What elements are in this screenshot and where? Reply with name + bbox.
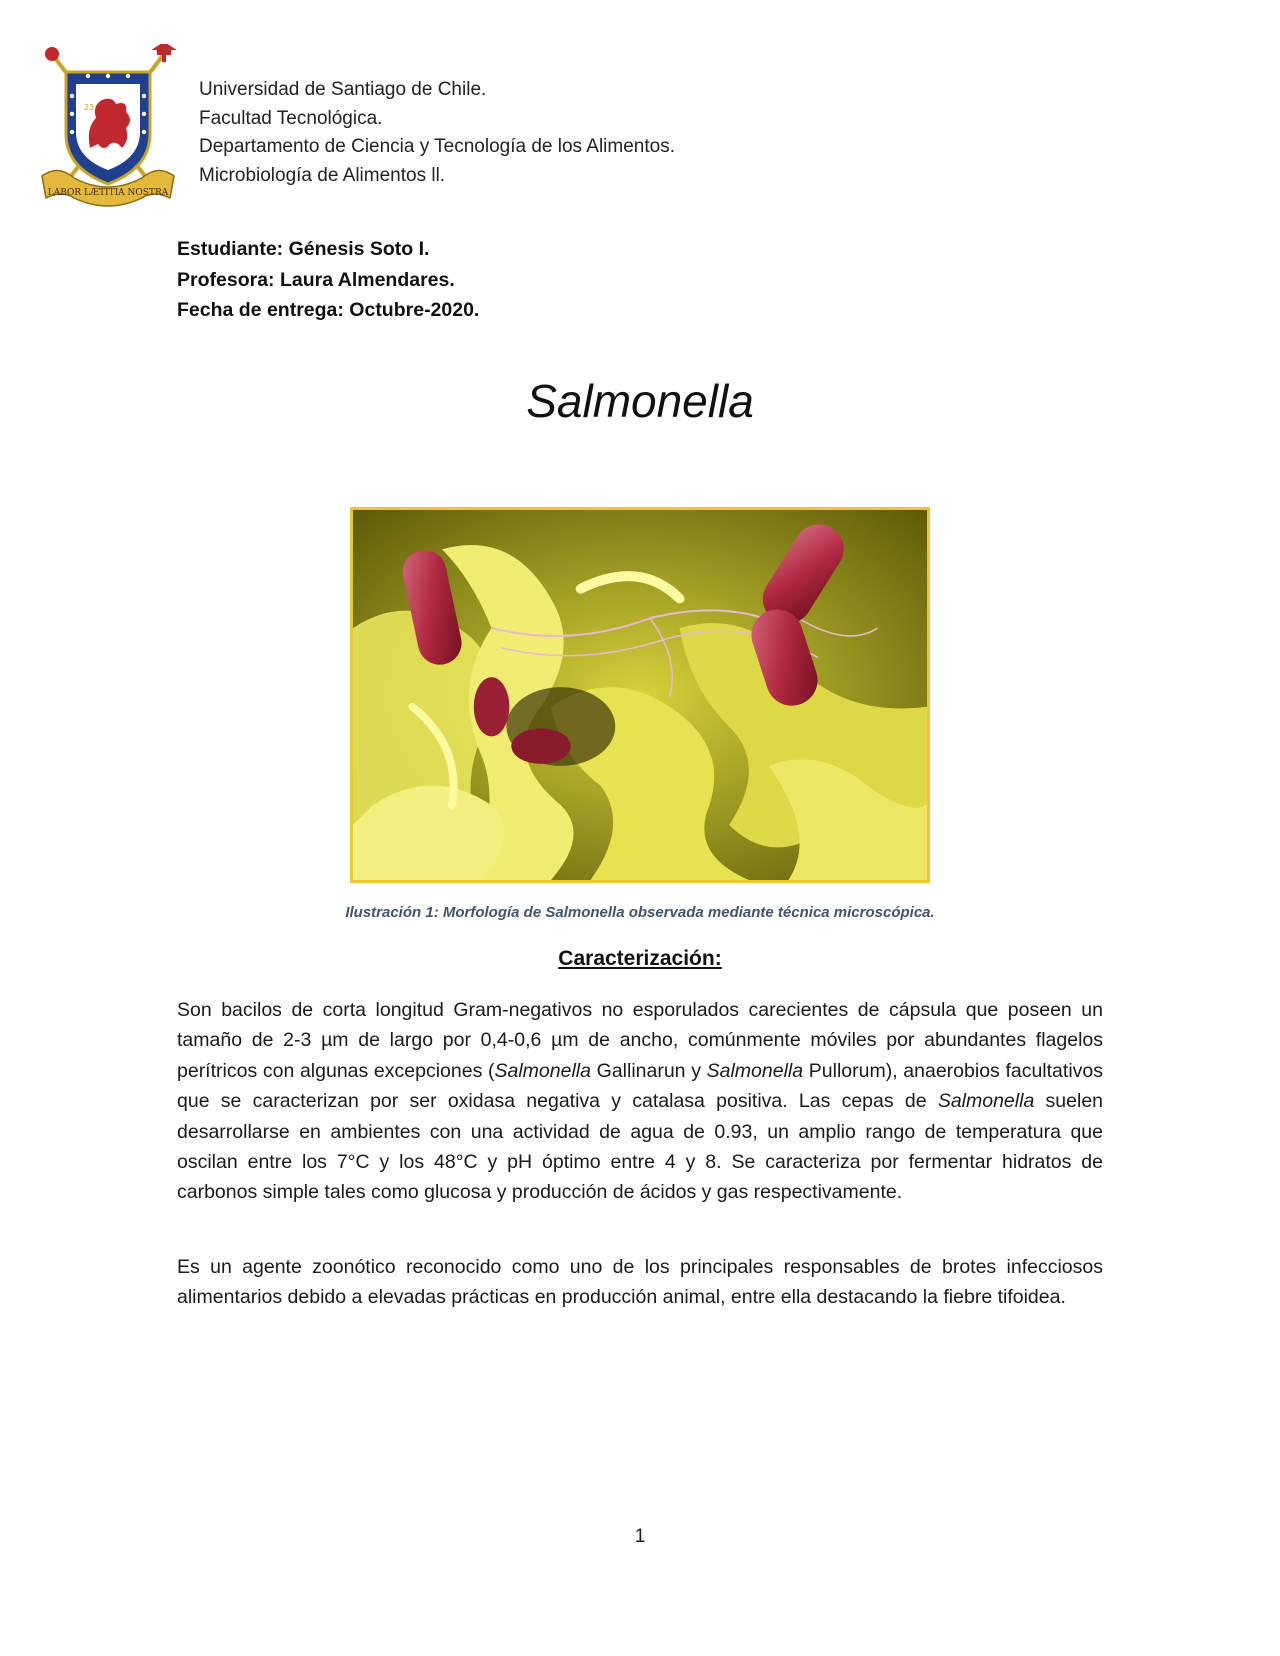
section-title: Caracterización:	[558, 947, 722, 970]
figure-caption: Ilustración 1: Morfología de Salmonella observada mediante técnica microscópica.	[345, 904, 935, 921]
institution-header	[199, 76, 675, 190]
microscopy-figure	[350, 507, 930, 883]
species-name: Salmonella	[706, 1059, 804, 1082]
text-run: suelen desarrollarse en ambientes con una actividad de agua de 0.93, un amplio rango de temperatura que oscilan entre los 7°C y los 48°C y pH óptimo entre 4 y 8. Se caracteriza por fermentar hidratos de carbonos simple tales como glucosa y producción de ácidos y gas respectivamente.	[177, 1090, 1104, 1204]
institution-line: Facultad Tecnológica.	[199, 107, 383, 129]
salmonella-micrograph-image	[353, 510, 927, 880]
page-number: 1	[634, 1526, 646, 1547]
paragraph-zoonotic: Es un agente zoonótico reconocido como uno de los principales responsables de brotes infecciosos alimentarios debido a elevadas prácticas en producción animal, entre ella destacando la fiebre tifoidea.	[177, 1256, 1103, 1309]
student-line: Estudiante: Génesis Soto I.	[177, 238, 430, 260]
crest-motto: LABOR LÆTITIA NOSTRA	[47, 188, 169, 198]
due-date-line: Fecha de entrega: Octubre-2020.	[177, 299, 480, 321]
teacher-line: Profesora: Laura Almendares.	[177, 268, 455, 291]
document-meta	[177, 234, 479, 326]
university-crest-icon	[38, 44, 178, 212]
text-run: Son bacilos de corta longitud Gram-negativos no esporulados carecientes de cápsula que poseen un tamaño de 2-3 µm de largo por 0,4-0,6 µm de ancho, comúnmente móviles por abundantes flagelos perítricos con algunas excepciones (	[177, 999, 1103, 1082]
text-run: Gallinarun y	[590, 1059, 707, 1082]
institution-line: Microbiología de Alimentos ll.	[199, 164, 446, 186]
species-name: Salmonella	[937, 1090, 1035, 1113]
paragraph-characterization	[177, 995, 1103, 1208]
text-run: Pullorum), anaerobios facultativos que se caracterizan por ser oxidasa negativa y catalasa positiva. Las cepas de	[177, 1059, 1103, 1113]
institution-line: Universidad de Santiago de Chile.	[199, 79, 487, 100]
page-title: Salmonella	[526, 375, 754, 427]
species-name: Salmonella	[494, 1059, 591, 1082]
institution-line: Departamento de Ciencia y Tecnología de los Alimentos.	[199, 136, 675, 157]
svg-text:23: 23	[84, 103, 95, 112]
